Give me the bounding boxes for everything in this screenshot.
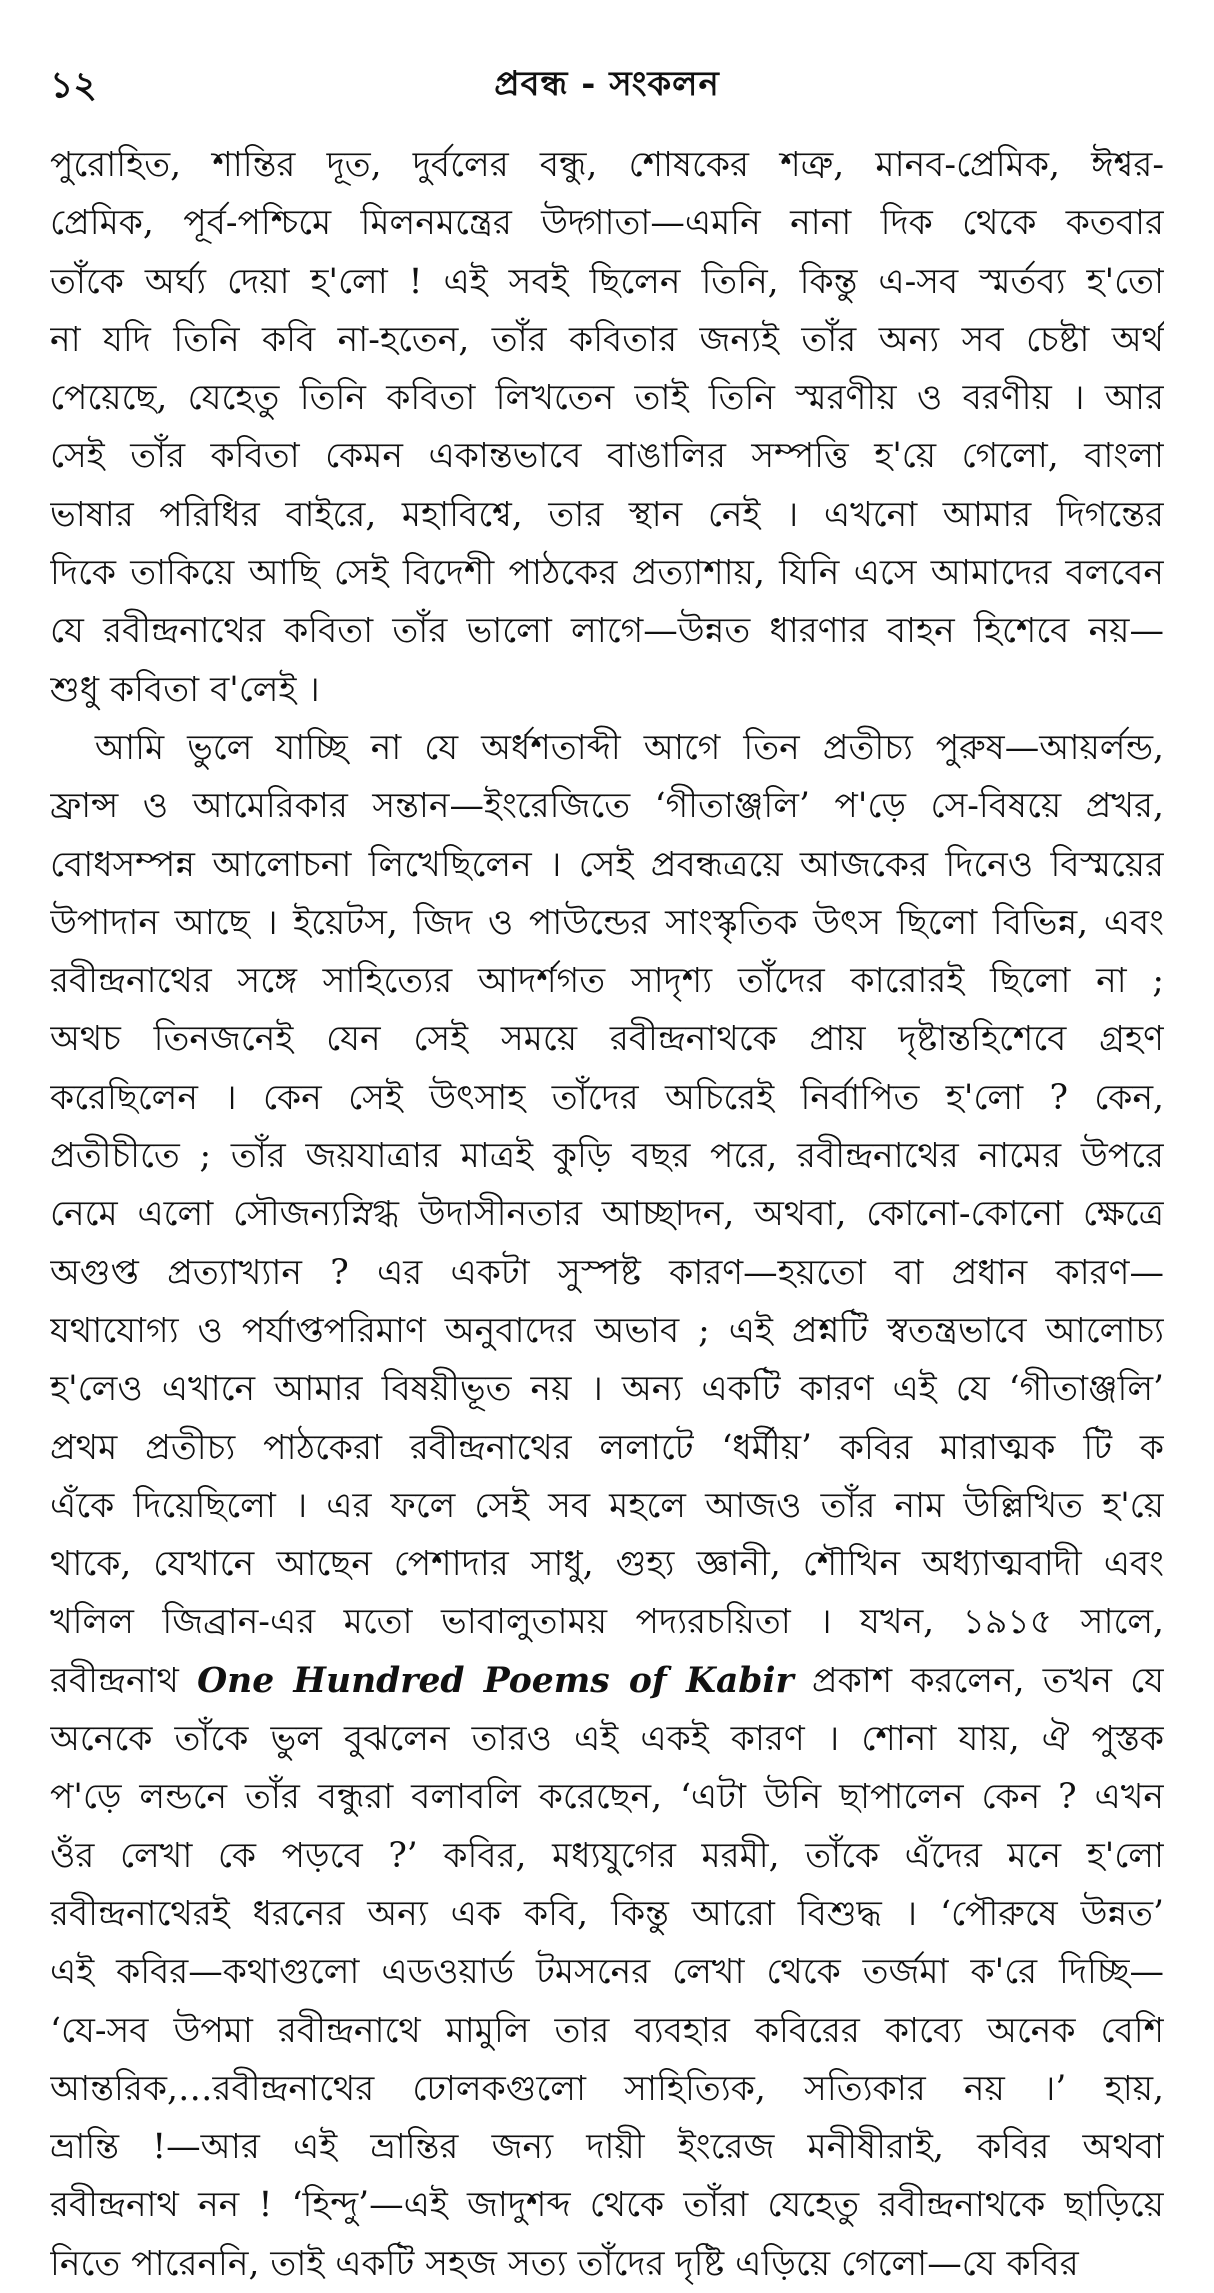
text-line: এই কবির—কথাগুলো এডওয়ার্ড টমসনের লেখা থেকে তর্জমা ক'রে দিচ্ছি—	[50, 1952, 1164, 1993]
text-line: প্রতীচীতে ; তাঁর জয়যাত্রার মাত্রই কুড়ি বছর পরে, রবীন্দ্রনাথের নামের উপরে	[50, 1136, 1164, 1177]
text-line: সেই তাঁর কবিতা কেমন একান্তভাবে বাঙালির সম্পত্তি হ'য়ে গেলো, বাংলা	[50, 436, 1164, 477]
text-line: রবীন্দ্রনাথ One Hundred Poems of Kabir প্রকাশ করলেন, তখন যে	[50, 1660, 1164, 1701]
text-line: রবীন্দ্রনাথ নন ! ‘হিন্দু’—এই জাদুশব্দ থেকে তাঁরা যেহেতু রবীন্দ্রনাথকে ছাড়িয়ে	[50, 2185, 1164, 2226]
text-line: করেছিলেন । কেন সেই উৎসাহ তাঁদের অচিরেই নির্বাপিত হ'লো ? কেন,	[50, 1077, 1164, 1118]
text-line: অথচ তিনজনেই যেন সেই সময়ে রবীন্দ্রনাথকে প্রায় দৃষ্টান্তহিশেবে গ্রহণ	[50, 1019, 1164, 1060]
text-line: ফ্রান্স ও আমেরিকার সন্তান—ইংরেজিতে ‘গীতাঞ্জলি’ প'ড়ে সে-বিষয়ে প্রখর,	[50, 786, 1164, 827]
body-text	[50, 136, 1164, 2293]
text-line: ওঁর লেখা কে পড়বে ?’ কবির, মধ্যযুগের মরমী, তাঁকে এঁদের মনে হ'লো	[50, 1835, 1164, 1876]
text-line: তাঁকে অর্ঘ্য দেয়া হ'লো ! এই সবই ছিলেন তিনি, কিন্তু এ-সব স্মর্তব্য হ'তো	[50, 261, 1164, 302]
paragraph	[50, 136, 1164, 719]
text-line: শুধু কবিতা ব'লেই ।	[50, 669, 320, 710]
text-line: প'ড়ে লন্ডনে তাঁর বন্ধুরা বলাবলি করেছেন, ‘এটা উনি ছাপালেন কেন ? এখন	[50, 1777, 1164, 1818]
text-line: পুরোহিত, শান্তির দূত, দুর্বলের বন্ধু, শোষকের শত্রু, মানব-প্রেমিক, ঈশ্বর-	[50, 145, 1164, 185]
book-title-english: One Hundred Poems of Kabir	[197, 1660, 794, 1701]
text-line: অনেকে তাঁকে ভুল বুঝলেন তারও এই একই কারণ । শোনা যায়, ঐ পুস্তক	[50, 1719, 1164, 1760]
text-line: না যদি তিনি কবি না-হতেন, তাঁর কবিতার জন্যই তাঁর অন্য সব চেষ্টা অর্থ	[50, 319, 1164, 360]
text-line: খলিল জিব্রান-এর মতো ভাবালুতাময় পদ্যরচয়িতা । যখন, ১৯১৫ সালে,	[50, 1602, 1164, 1643]
text-line: ‘যে-সব উপমা রবীন্দ্রনাথে মামুলি তার ব্যবহার কবিরের কাব্যে অনেক বেশি	[50, 2010, 1164, 2051]
text-line: প্রথম প্রতীচ্য পাঠকেরা রবীন্দ্রনাথের ললাটে ‘ধর্মীয়’ কবির মারাত্মক টি ক	[50, 1427, 1164, 1468]
text-line: রবীন্দ্রনাথেরই ধরনের অন্য এক কবি, কিন্তু আরো বিশুদ্ধ । ‘পৌরুষে উন্নত’	[50, 1893, 1164, 1934]
text-line: প্রেমিক, পূর্ব-পশ্চিমে মিলনমন্ত্রের উদ্গাতা—এমনি নানা দিক থেকে কতবার	[50, 203, 1164, 244]
text-line: পেয়েছে, যেহেতু তিনি কবিতা লিখতেন তাই তিনি স্মরণীয় ও বরণীয় । আর	[50, 378, 1164, 419]
text-line: আন্তরিক,…রবীন্দ্রনাথের ঢোলকগুলো সাহিত্যিক, সত্যিকার নয় ।’ হায়,	[50, 2068, 1164, 2109]
text-line: রবীন্দ্রনাথের সঙ্গে সাহিত্যের আদর্শগত সাদৃশ্য তাঁদের কারোরই ছিলো না ;	[50, 961, 1164, 1002]
text-line: আমি ভুলে যাচ্ছি না যে অর্ধশতাব্দী আগে তিন প্রতীচ্য পুরুষ—আয়র্লন্ড,	[94, 727, 1164, 768]
text-line: যে রবীন্দ্রনাথের কবিতা তাঁর ভালো লাগে—উন্নত ধারণার বাহন হিশেবে নয়—	[50, 611, 1164, 652]
page-number: ১২	[50, 64, 97, 106]
text-line: ভাষার পরিধির বাইরে, মহাবিশ্বে, তার স্থান নেই । এখনো আমার দিগন্তের	[50, 494, 1164, 535]
text-line: থাকে, যেখানে আছেন পেশাদার সাধু, গুহ্য জ্ঞানী, শৌখিন অধ্যাত্মবাদী এবং	[50, 1544, 1164, 1585]
text-line: যথাযোগ্য ও পর্যাপ্তপরিমাণ অনুবাদের অভাব ; এই প্রশ্নটি স্বতন্ত্রভাবে আলোচ্য	[50, 1310, 1164, 1351]
page-header	[50, 58, 1164, 118]
text-line: বোধসম্পন্ন আলোচনা লিখেছিলেন । সেই প্রবন্ধত্রয়ে আজকের দিনেও বিস্ময়ের	[50, 844, 1164, 885]
text-line: নেমে এলো সৌজন্যস্নিগ্ধ উদাসীনতার আচ্ছাদন, অথবা, কোনো-কোনো ক্ষেত্রে	[50, 1194, 1164, 1235]
text-line: উপাদান আছে । ইয়েটস, জিদ ও পাউন্ডের সাংস্কৃতিক উৎস ছিলো বিভিন্ন, এবং	[50, 902, 1164, 943]
text-line: এঁকে দিয়েছিলো । এর ফলে সেই সব মহলে আজও তাঁর নাম উল্লিখিত হ'য়ে	[50, 1485, 1164, 1526]
text-line: অগুপ্ত প্রত্যাখ্যান ? এর একটা সুস্পষ্ট কারণ—হয়তো বা প্রধান কারণ—	[50, 1252, 1164, 1293]
paragraph	[50, 719, 1164, 2293]
text-line: নিতে পারেননি, তাই একটি সহজ সত্য তাঁদের দৃষ্টি এড়িয়ে গেলো—যে কবির	[50, 2243, 1079, 2284]
text-line: ভ্রান্তি !—আর এই ভ্রান্তির জন্য দায়ী ইংরেজ মনীষীরাই, কবির অথবা	[50, 2127, 1164, 2168]
text-line: দিকে তাকিয়ে আছি সেই বিদেশী পাঠকের প্রত্যাশায়, যিনি এসে আমাদের বলবেন	[50, 553, 1164, 594]
running-title: প্রবন্ধ - সংকলন	[494, 64, 720, 104]
text-line: হ'লেও এখানে আমার বিষয়ীভূত নয় । অন্য একটি কারণ এই যে ‘গীতাঞ্জলি’	[50, 1369, 1164, 1410]
